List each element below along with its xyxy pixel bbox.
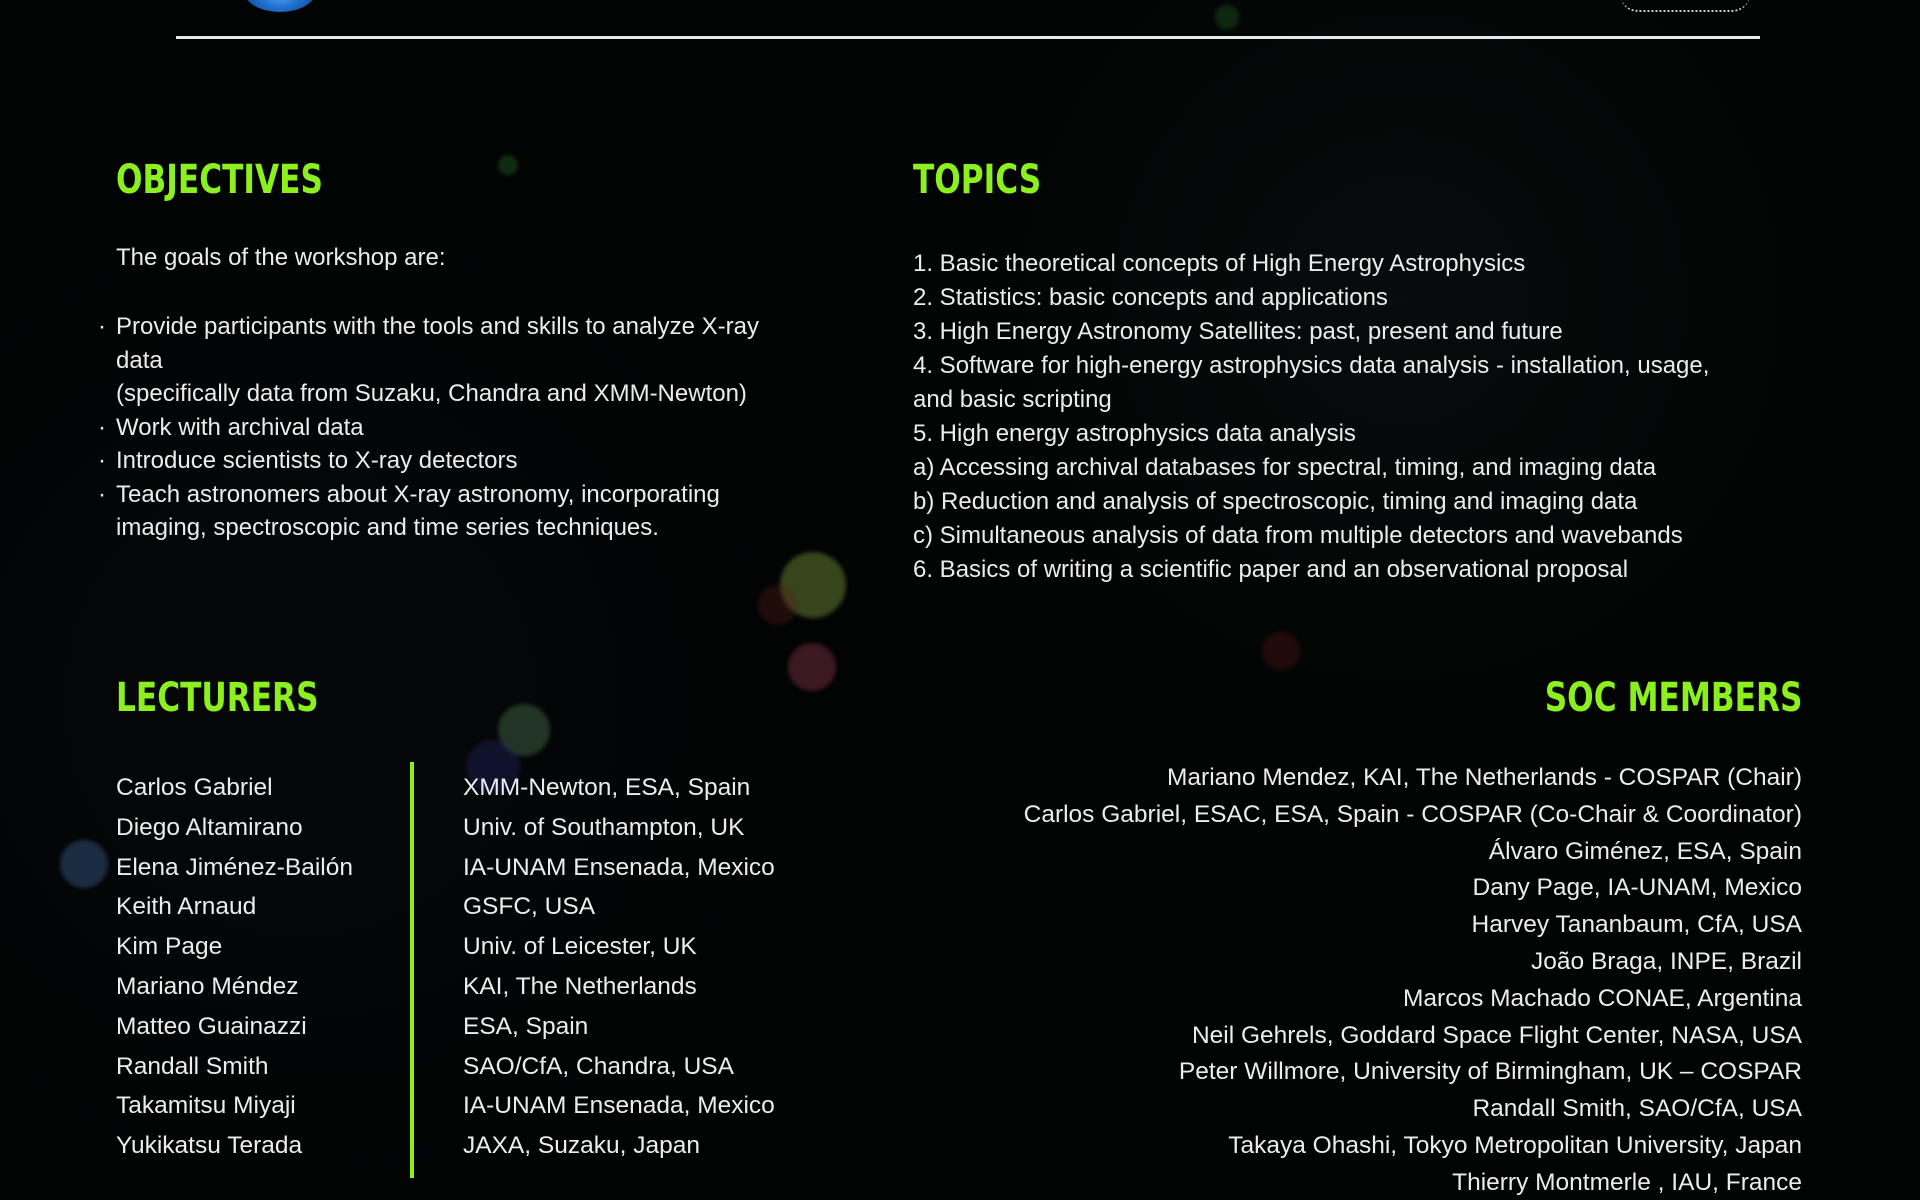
topic-item: b) Reduction and analysis of spectroscopic, timing and imaging data: [913, 488, 1638, 515]
signature-logo-icon: [1620, 0, 1750, 12]
lecturer-name: Yukikatsu Terada: [116, 1132, 303, 1160]
lecturer-name: Diego Altamirano: [116, 813, 303, 841]
lecturer-affiliation: ESA, Spain: [463, 1012, 589, 1040]
lecturers-divider: [410, 762, 414, 1178]
lecturer-name: Keith Arnaud: [116, 893, 257, 921]
objective-item: · Work with archival data: [98, 411, 759, 445]
lecturer-affiliation: SAO/CfA, Chandra, USA: [463, 1052, 734, 1080]
topic-item: c) Simultaneous analysis of data from multiple detectors and wavebands: [913, 522, 1683, 549]
topic-item: 4. Software for high-energy astrophysics data analysis - installation, usage,: [913, 352, 1710, 379]
lecturer-affiliation: IA-UNAM Ensenada, Mexico: [463, 1092, 775, 1120]
soc-member: João Braga, INPE, Brazil: [1531, 947, 1802, 975]
lecturer-affiliation: XMM-Newton, ESA, Spain: [463, 774, 751, 801]
objective-item-continuation: (specifically data from Suzaku, Chandra and XMM-Newton): [116, 380, 747, 407]
topics-list: [913, 247, 1709, 587]
lecturer-name: Mariano Méndez: [116, 972, 299, 1000]
bokeh-light: [1262, 632, 1300, 670]
lecturer-affiliation: Univ. of Southampton, UK: [463, 813, 745, 841]
objective-item-continuation: imaging, spectroscopic and time series techniques.: [116, 514, 659, 541]
objectives-intro: The goals of the workshop are:: [116, 244, 446, 271]
lecturer-affiliation: IA-UNAM Ensenada, Mexico: [463, 853, 775, 881]
objective-item: · Provide participants with the tools and skills to analyze X-ray: [98, 310, 759, 344]
lecturer-name: Kim Page: [116, 933, 223, 961]
lecturer-affiliations: [463, 768, 775, 1166]
topic-item: 6. Basics of writing a scientific paper and an observational proposal: [913, 556, 1629, 583]
lecturer-name: Matteo Guainazzi: [116, 1012, 307, 1040]
soc-member: Álvaro Giménez, ESA, Spain: [1488, 837, 1802, 865]
soc-members-list: [1024, 760, 1802, 1200]
soc-member: Peter Willmore, University of Birmingham, UK – COSPAR: [1178, 1058, 1802, 1086]
lecturer-names: [116, 768, 353, 1166]
topic-item: 2. Statistics: basic concepts and applications: [913, 284, 1388, 311]
objectives-list: [98, 310, 759, 545]
objectives-heading: OBJECTIVES: [116, 157, 323, 203]
lecturers-heading: LECTURERS: [116, 675, 319, 721]
bokeh-light: [758, 585, 798, 625]
lecturer-name: Carlos Gabriel: [116, 774, 273, 801]
lecturer-affiliation: JAXA, Suzaku, Japan: [463, 1132, 700, 1160]
soc-member: Mariano Mendez, KAI, The Netherlands - COSPAR (Chair): [1167, 764, 1802, 791]
topic-item: 1. Basic theoretical concepts of High Energy Astrophysics: [913, 250, 1526, 277]
topic-item: and basic scripting: [913, 386, 1112, 413]
soc-member: Randall Smith, SAO/CfA, USA: [1472, 1095, 1802, 1123]
lecturer-name: Elena Jiménez-Bailón: [116, 853, 353, 881]
topics-heading: TOPICS: [913, 157, 1042, 203]
topic-item: a) Accessing archival databases for spectral, timing, and imaging data: [913, 454, 1657, 481]
lecturer-affiliation: Univ. of Leicester, UK: [463, 933, 697, 961]
objective-item: · Introduce scientists to X-ray detectors: [98, 444, 759, 478]
soc-member: Harvey Tananbaum, CfA, USA: [1471, 911, 1802, 939]
lecturer-affiliation: KAI, The Netherlands: [463, 972, 697, 1000]
soc-member: Neil Gehrels, Goddard Space Flight Center, NASA, USA: [1191, 1021, 1802, 1049]
soc-member: Dany Page, IA-UNAM, Mexico: [1472, 874, 1802, 902]
soc-member: Takaya Ohashi, Tokyo Metropolitan University, Japan: [1228, 1131, 1802, 1159]
topic-item: 5. High energy astrophysics data analysis: [913, 420, 1356, 447]
bokeh-light: [788, 643, 836, 691]
bokeh-light: [1215, 5, 1239, 29]
soc-member: Marcos Machado CONAE, Argentina: [1403, 984, 1802, 1012]
header-rule: [176, 36, 1760, 39]
lecturer-affiliation: GSFC, USA: [463, 893, 596, 921]
lecturer-name: Takamitsu Miyaji: [116, 1092, 296, 1120]
objective-item: · Teach astronomers about X-ray astronomy, incorporating: [98, 478, 759, 512]
soc-member: Thierry Montmerle , IAU, France: [1452, 1168, 1802, 1196]
soc-member: Carlos Gabriel, ESAC, ESA, Spain - COSPAR (Co-Chair & Coordinator): [1023, 800, 1802, 828]
bokeh-light: [60, 840, 108, 888]
bokeh-light: [498, 155, 518, 175]
lecturer-name: Randall Smith: [116, 1052, 269, 1080]
soc-heading: SOC MEMBERS: [1544, 675, 1802, 721]
topic-item: 3. High Energy Astronomy Satellites: past, present and future: [913, 318, 1563, 345]
objective-item-continuation: data: [116, 346, 163, 374]
